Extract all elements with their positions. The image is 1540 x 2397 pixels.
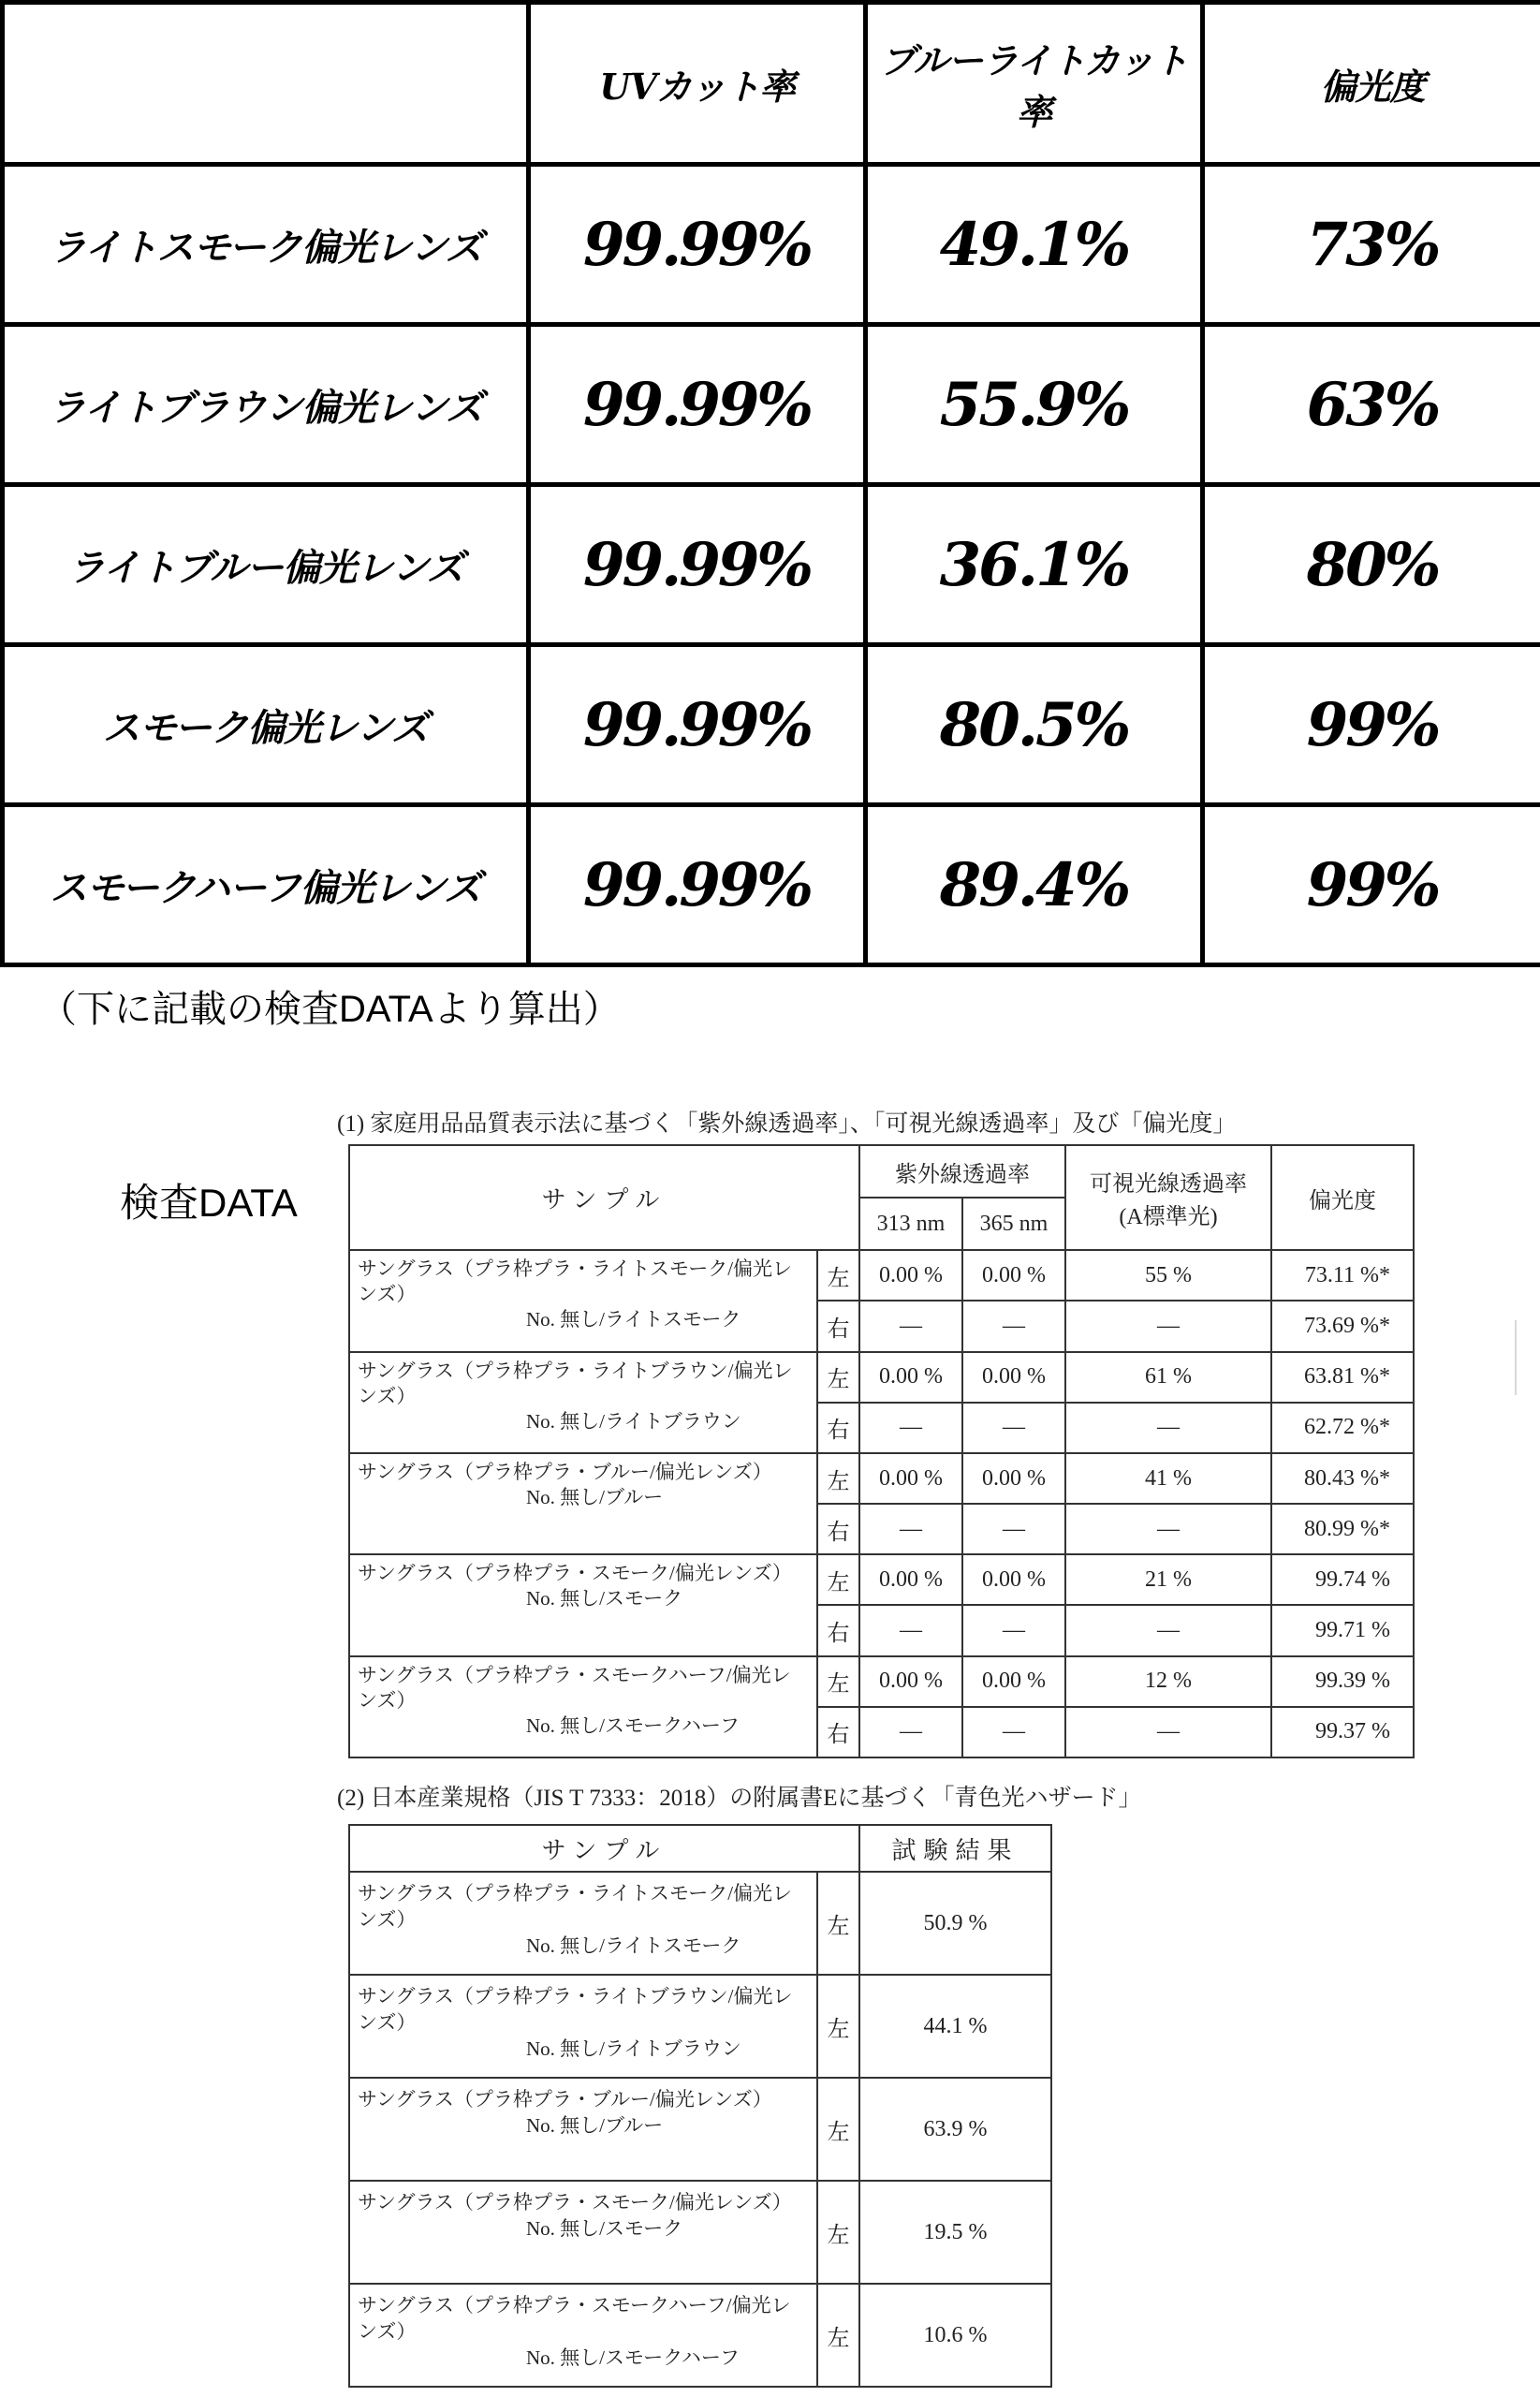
sample-line2: No. 無し/ライトスモーク xyxy=(526,1308,741,1331)
summary-blue-value: 36.1% xyxy=(866,485,1203,645)
uv313-value: — xyxy=(859,1301,962,1351)
uv365-value: 0.00 % xyxy=(962,1656,1065,1707)
polarization-value: 73.69 %* xyxy=(1271,1301,1414,1351)
table-row xyxy=(349,2078,1051,2181)
visible-value: 12 % xyxy=(1065,1656,1271,1707)
sample-line1: サングラス（プラ枠プラ・ライトスモーク/偏光レンズ） xyxy=(358,1257,793,1306)
summary-pol-value: 99% xyxy=(1203,805,1540,965)
uv313-value: 0.00 % xyxy=(859,1554,962,1605)
side-left: 左 xyxy=(817,1656,859,1707)
summary-pol-value: 63% xyxy=(1203,325,1540,485)
sample-line1: サングラス（プラ枠プラ・ブルー/偏光レンズ） xyxy=(358,1460,772,1483)
uv313-value: — xyxy=(859,1605,962,1655)
sample-line2: No. 無し/スモーク xyxy=(526,1587,683,1610)
blue-hazard-result: 63.9 % xyxy=(859,2078,1051,2181)
side-left: 左 xyxy=(817,1872,859,1975)
sample-cell xyxy=(349,1352,817,1453)
uv365-value: — xyxy=(962,1301,1065,1351)
summary-lens-name: ライトスモーク偏光レンズ xyxy=(3,165,529,325)
table2-header-result: 試験結果 xyxy=(859,1825,1051,1872)
summary-table xyxy=(0,0,1540,967)
summary-row xyxy=(3,485,1540,645)
uv365-value: — xyxy=(962,1403,1065,1453)
uv365-value: 0.00 % xyxy=(962,1250,1065,1301)
sample-line1: サングラス（プラ枠プラ・スモークハーフ/偏光レンズ） xyxy=(358,2294,791,2343)
summary-blue-value: 89.4% xyxy=(866,805,1203,965)
sample-line2: No. 無し/ライトブラウン xyxy=(526,2037,741,2060)
summary-uv-value: 99.99% xyxy=(529,165,866,325)
polarization-value: 99.74 % xyxy=(1271,1554,1414,1605)
side-left: 左 xyxy=(817,1250,859,1301)
sample-line1: サングラス（プラ枠プラ・ライトブラウン/偏光レンズ） xyxy=(358,1985,793,2034)
table2-header-row xyxy=(349,1825,1051,1872)
summary-header-pol: 偏光度 xyxy=(1203,3,1540,165)
summary-lens-name: スモーク偏光レンズ xyxy=(3,645,529,805)
table1-header-365: 365 nm xyxy=(962,1198,1065,1250)
side-right: 右 xyxy=(817,1301,859,1351)
sample-line1: サングラス（プラ枠プラ・ライトブラウン/偏光レンズ） xyxy=(358,1359,793,1407)
table-row xyxy=(349,2284,1051,2387)
uv313-value: 0.00 % xyxy=(859,1250,962,1301)
sample-line2: No. 無し/ライトブラウン xyxy=(526,1409,741,1433)
table2-header-sample: サンプル xyxy=(349,1825,859,1872)
sample-line2: No. 無し/スモークハーフ xyxy=(526,2346,740,2369)
sample-line1: サングラス（プラ枠プラ・スモーク/偏光レンズ） xyxy=(358,2191,792,2213)
summary-header-empty xyxy=(3,3,529,165)
summary-pol-value: 99% xyxy=(1203,645,1540,805)
polarization-value: 99.39 % xyxy=(1271,1656,1414,1707)
summary-row xyxy=(3,645,1540,805)
visible-value: — xyxy=(1065,1707,1271,1757)
sample-line2: No. 無し/ブルー xyxy=(526,2114,664,2137)
sample-cell xyxy=(349,1554,817,1655)
uv365-value: — xyxy=(962,1605,1065,1655)
sample-line1: サングラス（プラ枠プラ・スモーク/偏光レンズ） xyxy=(358,1562,792,1585)
summary-header-uv: UVカット率 xyxy=(529,3,866,165)
table1-header-pol: 偏光度 xyxy=(1271,1145,1414,1250)
summary-pol-value: 80% xyxy=(1203,485,1540,645)
table1-header-visible-sub: (A標準光) xyxy=(1119,1205,1218,1230)
uv313-value: 0.00 % xyxy=(859,1656,962,1707)
uv365-value: — xyxy=(962,1707,1065,1757)
sample-line1: サングラス（プラ枠プラ・ブルー/偏光レンズ） xyxy=(358,2088,772,2110)
side-left: 左 xyxy=(817,1975,859,2078)
summary-pol-value: 73% xyxy=(1203,165,1540,325)
summary-header-blue: ブルーライトカット率 xyxy=(866,3,1203,165)
blue-hazard-result: 50.9 % xyxy=(859,1872,1051,1975)
summary-row xyxy=(3,325,1540,485)
table1-header-visible xyxy=(1065,1145,1271,1250)
table-row xyxy=(349,1554,1414,1605)
side-left: 左 xyxy=(817,2181,859,2284)
blue-hazard-result: 10.6 % xyxy=(859,2284,1051,2387)
table1-header-sample: サンプル xyxy=(349,1145,859,1250)
uv365-value: 0.00 % xyxy=(962,1453,1065,1504)
polarization-value: 80.99 %* xyxy=(1271,1504,1414,1554)
table1-header-visible-title: 可視光線透過率 xyxy=(1090,1172,1248,1198)
polarization-value: 63.81 %* xyxy=(1271,1352,1414,1403)
inspection-table-1 xyxy=(348,1144,1415,1758)
blue-hazard-result: 44.1 % xyxy=(859,1975,1051,2078)
polarization-value: 80.43 %* xyxy=(1271,1453,1414,1504)
polarization-value: 62.72 %* xyxy=(1271,1403,1414,1453)
sample-line1: サングラス（プラ枠プラ・スモークハーフ/偏光レンズ） xyxy=(358,1663,791,1712)
sample-cell xyxy=(349,2181,817,2284)
table1-header-row xyxy=(349,1145,1414,1198)
inspection-table-2 xyxy=(348,1824,1052,2388)
visible-value: 55 % xyxy=(1065,1250,1271,1301)
visible-value: — xyxy=(1065,1605,1271,1655)
summary-uv-value: 99.99% xyxy=(529,485,866,645)
sample-line2: No. 無し/ブルー xyxy=(526,1485,664,1508)
table-row xyxy=(349,1352,1414,1403)
summary-header-row xyxy=(3,3,1540,165)
side-left: 左 xyxy=(817,2284,859,2387)
polarization-value: 99.71 % xyxy=(1271,1605,1414,1655)
side-right: 右 xyxy=(817,1403,859,1453)
table1-caption: (1) 家庭用品品質表示法に基づく「紫外線透過率」、「可視光線透過率」及び「偏光度」 xyxy=(337,1111,1237,1137)
summary-blue-value: 80.5% xyxy=(866,645,1203,805)
table1-header-uv: 紫外線透過率 xyxy=(859,1145,1065,1198)
uv313-value: — xyxy=(859,1403,962,1453)
sample-cell xyxy=(349,1975,817,2078)
sample-cell xyxy=(349,2078,817,2181)
inspection-data-label: 検査DATA xyxy=(120,1181,298,1225)
sample-cell xyxy=(349,2284,817,2387)
polarization-value: 99.37 % xyxy=(1271,1707,1414,1757)
side-left: 左 xyxy=(817,2078,859,2181)
side-left: 左 xyxy=(817,1352,859,1403)
uv313-value: 0.00 % xyxy=(859,1453,962,1504)
sample-line1: サングラス（プラ枠プラ・ライトスモーク/偏光レンズ） xyxy=(358,1882,793,1931)
uv313-value: 0.00 % xyxy=(859,1352,962,1403)
visible-value: — xyxy=(1065,1403,1271,1453)
table1-header-313: 313 nm xyxy=(859,1198,962,1250)
table-row xyxy=(349,1250,1414,1301)
side-right: 右 xyxy=(817,1504,859,1554)
uv313-value: — xyxy=(859,1504,962,1554)
table-row xyxy=(349,1975,1051,2078)
summary-uv-value: 99.99% xyxy=(529,805,866,965)
uv313-value: — xyxy=(859,1707,962,1757)
summary-row xyxy=(3,805,1540,965)
calculation-note: （下に記載の検査DATAより算出） xyxy=(39,989,621,1030)
scan-edge-mark xyxy=(1515,1320,1517,1395)
sample-cell xyxy=(349,1656,817,1757)
blue-hazard-result: 19.5 % xyxy=(859,2181,1051,2284)
summary-blue-value: 55.9% xyxy=(866,325,1203,485)
summary-uv-value: 99.99% xyxy=(529,325,866,485)
summary-lens-name: ライトブラウン偏光レンズ xyxy=(3,325,529,485)
table-row xyxy=(349,1656,1414,1707)
polarization-value: 73.11 %* xyxy=(1271,1250,1414,1301)
uv365-value: 0.00 % xyxy=(962,1554,1065,1605)
visible-value: — xyxy=(1065,1301,1271,1351)
side-right: 右 xyxy=(817,1707,859,1757)
sample-cell xyxy=(349,1453,817,1554)
uv365-value: — xyxy=(962,1504,1065,1554)
sample-line2: No. 無し/ライトスモーク xyxy=(526,1934,741,1957)
side-left: 左 xyxy=(817,1554,859,1605)
table2-caption: (2) 日本産業規格（JIS T 7333：2018）の附属書Eに基づく「青色光ハザード」 xyxy=(337,1786,1142,1811)
side-right: 右 xyxy=(817,1605,859,1655)
summary-uv-value: 99.99% xyxy=(529,645,866,805)
table-row xyxy=(349,2181,1051,2284)
visible-value: — xyxy=(1065,1504,1271,1554)
summary-row xyxy=(3,165,1540,325)
summary-lens-name: スモークハーフ偏光レンズ xyxy=(3,805,529,965)
side-left: 左 xyxy=(817,1453,859,1504)
sample-line2: No. 無し/スモーク xyxy=(526,2217,683,2240)
summary-blue-value: 49.1% xyxy=(866,165,1203,325)
visible-value: 21 % xyxy=(1065,1554,1271,1605)
summary-lens-name: ライトブルー偏光レンズ xyxy=(3,485,529,645)
visible-value: 61 % xyxy=(1065,1352,1271,1403)
sample-line2: No. 無し/スモークハーフ xyxy=(526,1713,740,1737)
uv365-value: 0.00 % xyxy=(962,1352,1065,1403)
table-row xyxy=(349,1872,1051,1975)
sample-cell xyxy=(349,1250,817,1351)
table-row xyxy=(349,1453,1414,1504)
sample-cell xyxy=(349,1872,817,1975)
visible-value: 41 % xyxy=(1065,1453,1271,1504)
